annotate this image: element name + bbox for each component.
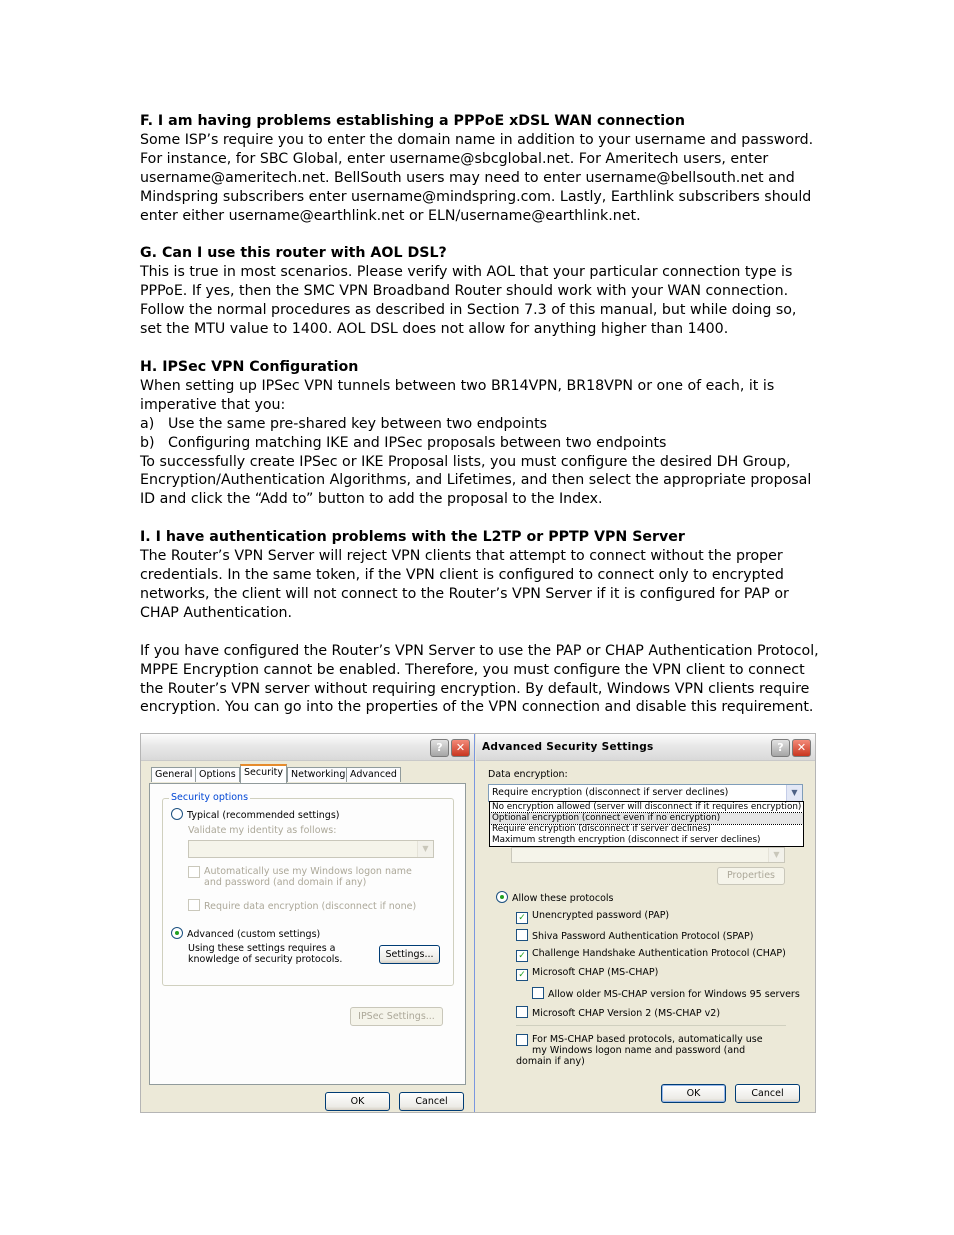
checkbox-icon[interactable]: ✓ [516, 950, 528, 962]
section-i-paragraph-1: The Router’s VPN Server will reject VPN clients that attempt to connect without the proper credentials. In the same token, if the VPN client is configured to connect only to encrypted networks, the client will not connect to the Router’s VPN Server if it is configured for PAP or CHAP Authentication. [140, 548, 789, 621]
close-icon[interactable]: ✕ [451, 739, 470, 757]
allow-protocols-option[interactable]: Allow these protocols [496, 891, 614, 904]
section-f-heading: F. I am having problems establishing a PPPoE xDSL WAN connection [140, 113, 685, 129]
document-body [140, 112, 820, 717]
radio-icon[interactable] [171, 808, 183, 820]
left-titlebar [141, 734, 474, 761]
chevron-down-icon: ▼ [768, 848, 784, 862]
tab-security[interactable]: Security [240, 764, 287, 783]
checkbox-icon[interactable] [516, 929, 528, 941]
checkbox-icon[interactable] [516, 1006, 528, 1018]
ok-button[interactable]: OK [661, 1084, 726, 1103]
list-item[interactable]: Maximum strength encryption (disconnect if server declines) [492, 835, 761, 845]
right-titlebar [476, 734, 815, 761]
list-item[interactable]: Optional encryption (connect even if no encryption) [490, 813, 803, 824]
encryption-options-list[interactable] [489, 801, 804, 847]
checkbox-icon[interactable]: ✓ [516, 912, 528, 924]
validate-label: Validate my identity as follows: [188, 825, 337, 836]
divider [516, 1025, 786, 1026]
ipsec-settings-button[interactable]: IPSec Settings... [350, 1007, 443, 1026]
ms-chap-v2-option[interactable]: Microsoft CHAP Version 2 (MS-CHAP v2) [516, 1006, 720, 1019]
help-icon[interactable]: ? [430, 739, 449, 757]
security-tab-panel [149, 783, 466, 1085]
spap-option[interactable]: Shiva Password Authentication Protocol (SPAP) [516, 929, 753, 942]
security-options-group [162, 792, 454, 986]
tab-general[interactable]: General [151, 767, 196, 782]
data-encryption-label: Data encryption: [488, 769, 568, 780]
list-item: a) Use the same pre-shared key between two endpoints [140, 415, 548, 432]
properties-button[interactable]: Properties [717, 867, 785, 885]
vpn-settings-screenshot [140, 733, 816, 1113]
connection-properties-dialog [141, 734, 475, 1112]
section-f-paragraph: Some ISP’s require you to enter the domain name in addition to your username and password. For instance, for SBC Global, enter username@sbcglobal.net. For Ameritech users, enter username@ameritech.net. BellSouth users may need to enter username@bellsouth.net and Mindspring subscribers enter username@mindspring.com. Lastly, Earthlink subscribers should enter either username@earthlink.net or ELN/username@earthlink.net. [140, 131, 814, 224]
help-icon[interactable]: ? [771, 739, 790, 757]
chevron-down-icon: ▼ [417, 841, 433, 857]
data-encryption-dropdown[interactable]: Require encryption (disconnect if server declines) ▼ [488, 784, 803, 802]
ms-chap-option[interactable]: ✓ Microsoft CHAP (MS-CHAP) [516, 967, 658, 981]
section-h-heading: H. IPSec VPN Configuration [140, 358, 359, 375]
tab-options[interactable]: Options [195, 767, 240, 782]
section-g-paragraph: This is true in most scenarios. Please verify with AOL that your particular connection type is PPPoE. If yes, then the SMC VPN Broadband Router should work with your WAN connection. Follow the normal procedures as described in Section 7.3 of this manual, but while doing so, set the MTU value to 1400. AOL DSL does not allow for anything higher than 1400. [140, 264, 797, 338]
section-i-paragraph-2: If you have configured the Router’s VPN Server to use the PAP or CHAP Authentication Protocol, MPPE Encryption cannot be enabled. Therefore, you must configure the VPN client to connect the Router’s VPN server without requiring encryption. By default, Windows VPN clients require encryption. You can go into the properties of the VPN connection and disable this requirement. [140, 642, 819, 716]
group-title: Security options [171, 792, 249, 803]
cancel-button[interactable]: Cancel [399, 1092, 464, 1111]
require-encryption-option[interactable]: Require data encryption (disconnect if none) [188, 899, 416, 912]
checkbox-icon[interactable] [516, 1034, 528, 1046]
list-item[interactable]: Require encryption (disconnect if server declines) [492, 824, 711, 834]
list-item: b) Configuring matching IKE and IPSec proposals between two endpoints [140, 434, 667, 451]
advanced-security-settings-dialog [476, 734, 815, 1112]
section-h-intro: When setting up IPSec VPN tunnels between two BR14VPN, BR18VPN or one of each, it is imperative that you: [140, 377, 775, 413]
auth-dropdown[interactable] [511, 847, 785, 863]
dialog-title: Advanced Security Settings [482, 741, 654, 753]
advanced-option[interactable]: Advanced (custom settings) [171, 927, 320, 940]
auto-logon-option[interactable]: Automatically use my Windows logon name and password (and domain if any) [188, 866, 428, 888]
chevron-down-icon: ▼ [786, 785, 802, 801]
advanced-note: Using these settings requires a knowledge of security protocols. [188, 943, 343, 965]
checkbox-icon[interactable] [532, 987, 544, 999]
section-g-heading: G. Can I use this router with AOL DSL? [140, 245, 447, 262]
ok-button[interactable]: OK [325, 1092, 390, 1111]
list-item[interactable]: No encryption allowed (server will disconnect if it requires encryption) [492, 802, 802, 812]
checkbox-icon[interactable]: ✓ [516, 969, 528, 981]
pap-option[interactable]: ✓ Unencrypted password (PAP) [516, 910, 669, 924]
radio-icon[interactable] [496, 891, 508, 903]
tab-advanced[interactable]: Advanced [346, 767, 401, 782]
settings-button[interactable]: Settings... [379, 945, 440, 964]
ms-chap-win95-option[interactable]: Allow older MS-CHAP version for Windows 95 servers [532, 987, 800, 1000]
section-i-heading: I. I have authentication problems with the L2TP or PPTP VPN Server [140, 529, 685, 546]
radio-icon[interactable] [171, 927, 183, 939]
close-icon[interactable]: ✕ [792, 739, 811, 757]
checkbox-icon[interactable] [188, 899, 200, 911]
tab-networking[interactable]: Networking [287, 767, 349, 782]
chap-option[interactable]: ✓ Challenge Handshake Authentication Protocol (CHAP) [516, 948, 786, 962]
section-h-outro: To successfully create IPSec or IKE Proposal lists, you must configure the desired DH Group, Encryption/Authentication Algorithms, and Lifetimes, and then select the appropriate proposal ID and click the “Add to” button to add the proposal to the Index. [140, 453, 812, 508]
typical-option[interactable]: Typical (recommended settings) [171, 808, 340, 821]
checkbox-icon[interactable] [188, 866, 200, 878]
cancel-button[interactable]: Cancel [735, 1084, 800, 1103]
validate-dropdown[interactable] [188, 840, 434, 858]
ms-chap-auto-logon-option[interactable]: For MS-CHAP based protocols, automatically use my Windows logon name and password (and domain if any) [516, 1034, 763, 1067]
